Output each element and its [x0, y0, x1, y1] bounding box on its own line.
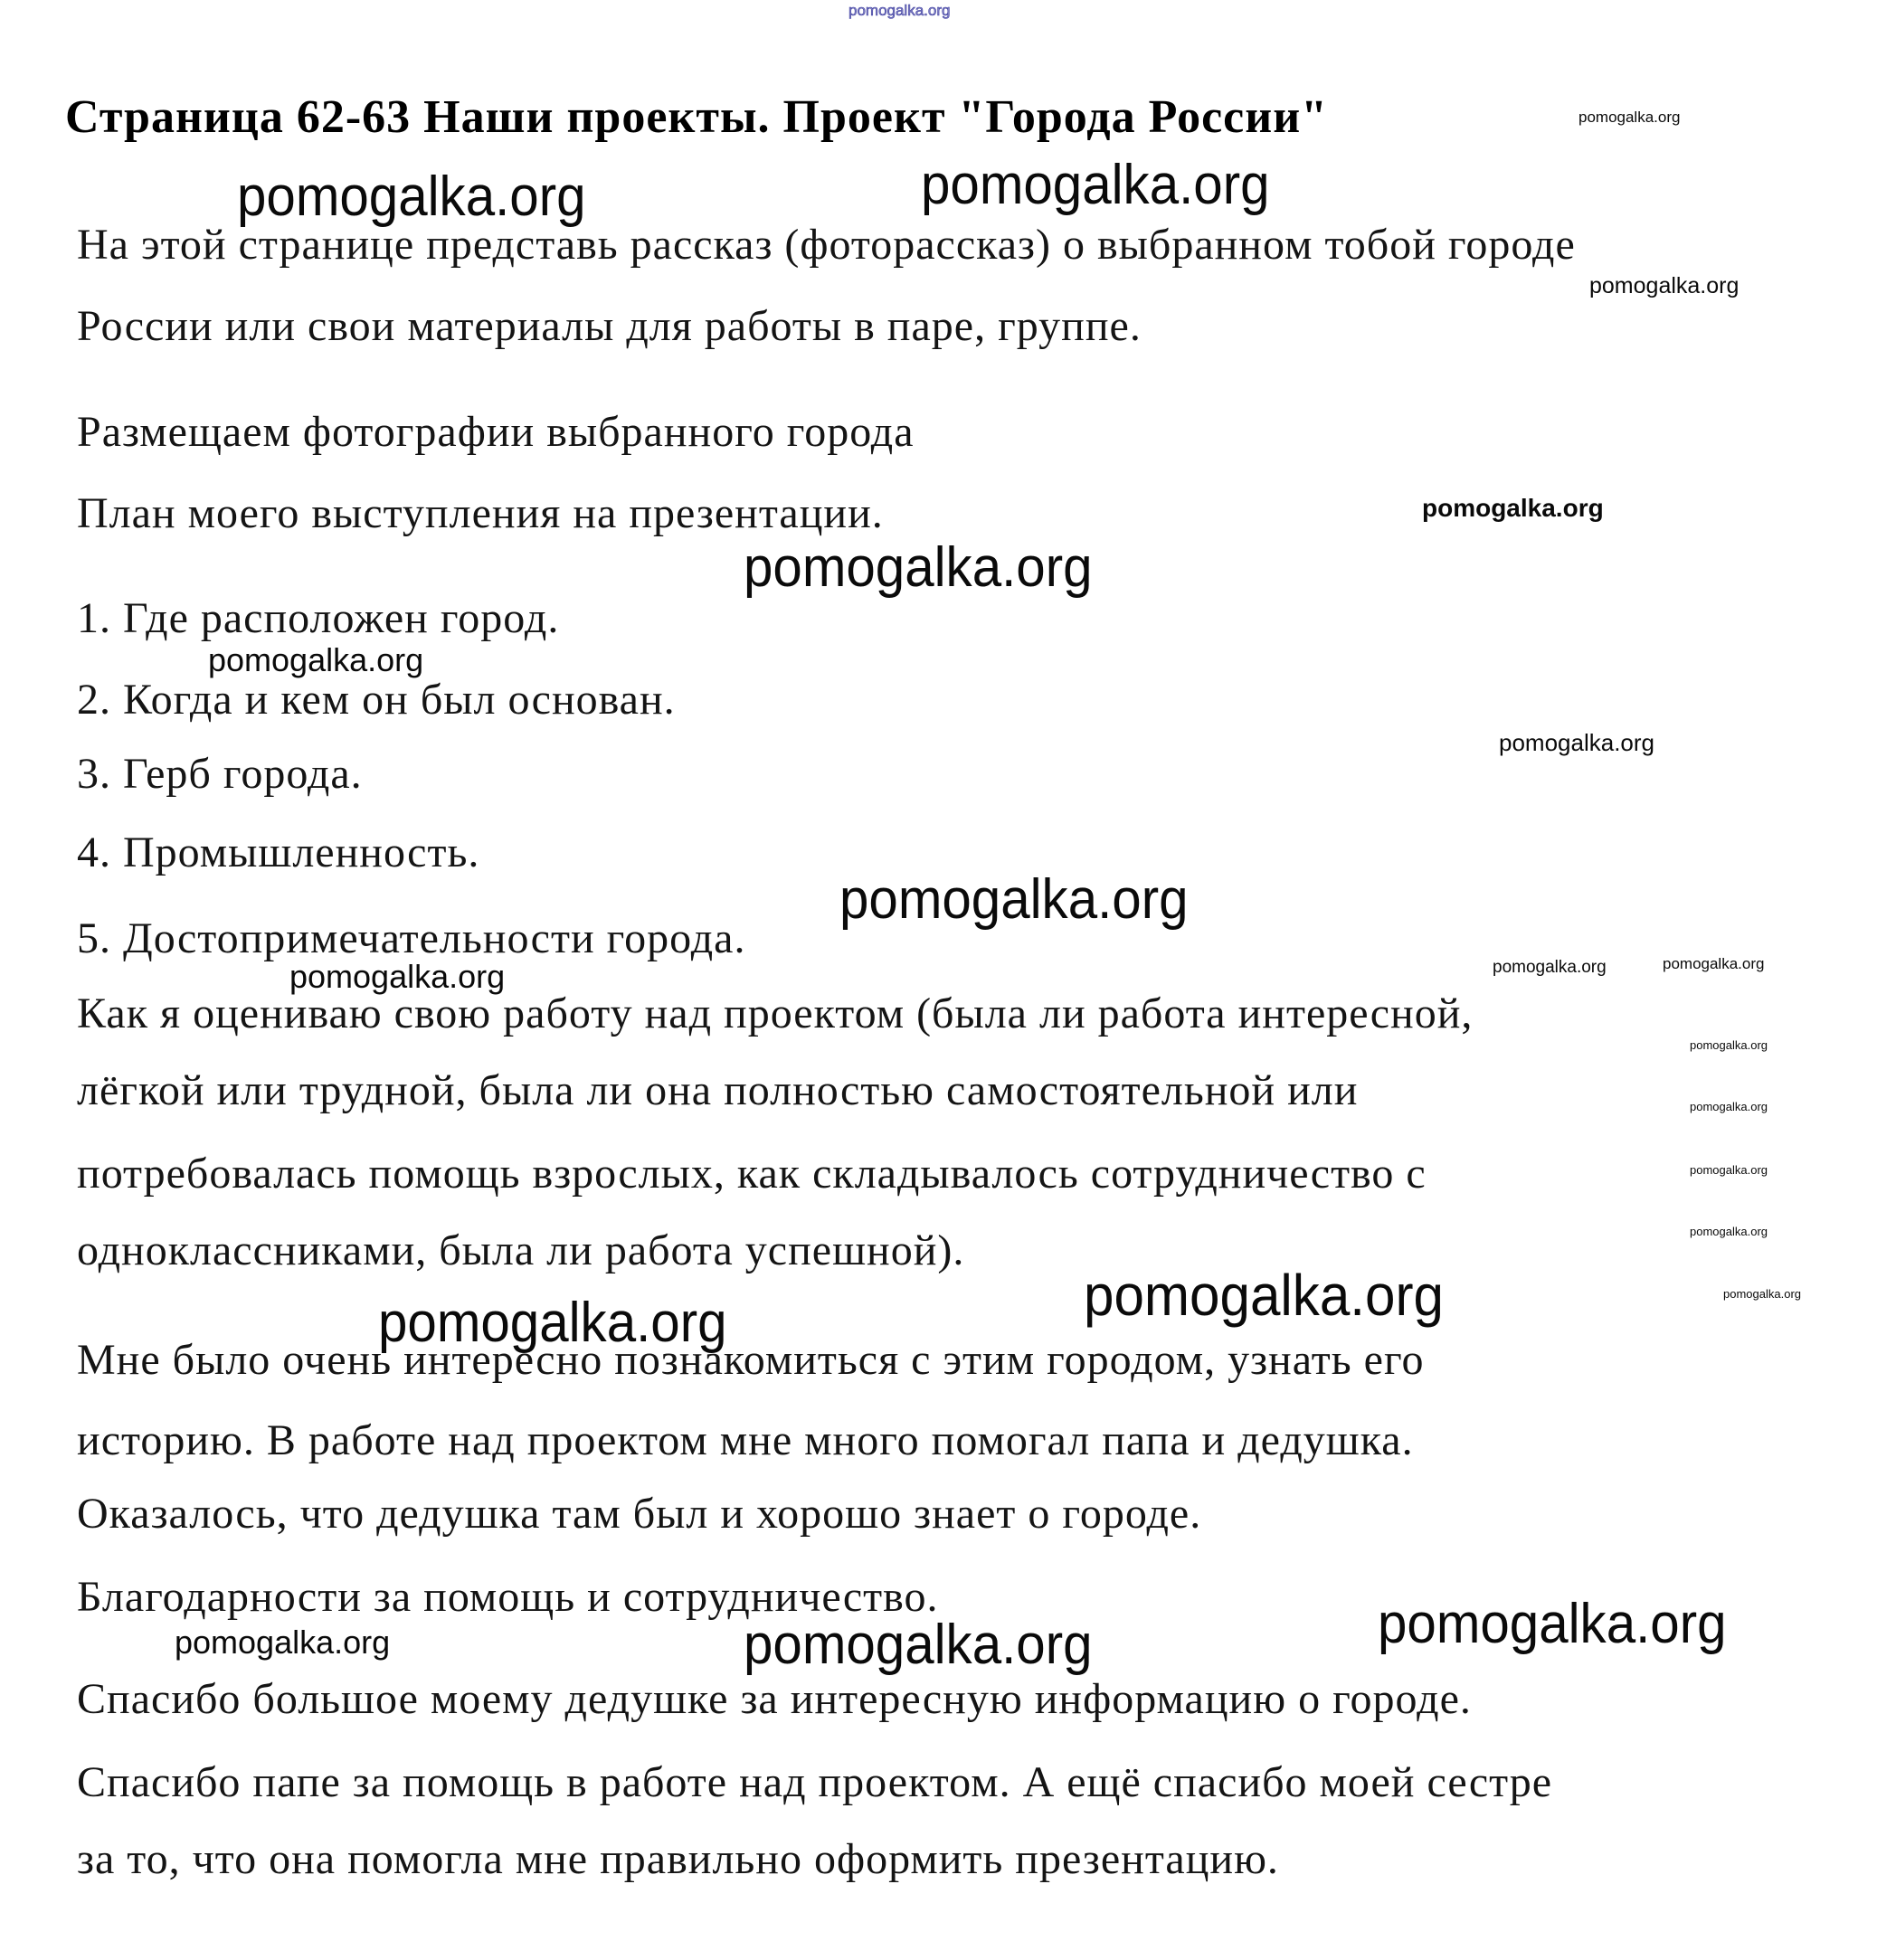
watermark: pomogalka.org [208, 641, 424, 678]
watermark: pomogalka.org [1422, 494, 1604, 522]
watermark: pomogalka.org [175, 1624, 391, 1661]
watermark: pomogalka.org [744, 536, 1093, 599]
watermark: pomogalka.org [237, 166, 586, 228]
evaluation-line-3: потребовалась помощь взрослых, как складывалось сотрудничество с [77, 1150, 1427, 1198]
intro-line-2: России или свои материалы для работы в паре, группе. [77, 302, 1142, 350]
evaluation-line-1: Как я оцениваю свою работу над проектом (была ли работа интересной, [77, 989, 1474, 1037]
plan-item-2: 2. Когда и кем он был основан. [77, 676, 676, 724]
watermark: pomogalka.org [1378, 1593, 1727, 1655]
watermark: pomogalka.org [1723, 1287, 1801, 1301]
watermark: pomogalka.org [1690, 1100, 1768, 1113]
reflection-line-1: Мне было очень интересно познакомиться с этим городом, узнать его [77, 1336, 1425, 1384]
watermark: pomogalka.org [1589, 273, 1740, 298]
gratitude-line-1: Спасибо большое моему дедушке за интересную информацию о городе. [77, 1675, 1472, 1723]
watermark: pomogalka.org [1663, 955, 1765, 972]
reflection-line-3: Оказалось, что дедушка там был и хорошо знает о городе. [77, 1490, 1202, 1538]
reflection-line-2: историю. В работе над проектом мне много помогал папа и дедушка. [77, 1416, 1414, 1464]
gratitude-line-3: за то, что она помогла мне правильно оформить презентацию. [77, 1835, 1279, 1883]
watermark: pomogalka.org [289, 958, 506, 995]
watermark: pomogalka.org [1690, 1225, 1768, 1238]
watermark: pomogalka.org [1499, 729, 1654, 756]
plan-heading: План моего выступления на презентации. [77, 489, 884, 537]
watermark: pomogalka.org [744, 1614, 1093, 1676]
intro-line-1: На этой странице представь рассказ (фоторассказ) о выбранном тобой городе [77, 221, 1576, 269]
watermark: pomogalka.org [839, 868, 1189, 931]
plan-item-3: 3. Герб города. [77, 750, 363, 798]
plan-item-5: 5. Достопримечательности города. [77, 914, 746, 962]
watermark: pomogalka.org [1690, 1038, 1768, 1052]
watermark: pomogalka.org [1690, 1163, 1768, 1177]
plan-item-4: 4. Промышленность. [77, 829, 480, 876]
plan-item-1: 1. Где расположен город. [77, 594, 560, 642]
watermark: pomogalka.org [1084, 1263, 1444, 1328]
watermark: pomogalka.org [921, 154, 1270, 216]
evaluation-line-4: одноклассниками, была ли работа успешной). [77, 1226, 965, 1274]
gratitude-line-2: Спасибо папе за помощь в работе над проектом. А ещё спасибо моей сестре [77, 1758, 1553, 1806]
watermark: pomogalka.org [378, 1292, 727, 1354]
watermark: pomogalka.org [1578, 109, 1681, 126]
thanks-heading: Благодарности за помощь и сотрудничество. [77, 1573, 939, 1621]
photos-caption: Размещаем фотографии выбранного города [77, 408, 915, 456]
evaluation-line-2: лёгкой или трудной, была ли она полностью самостоятельной или [77, 1066, 1359, 1114]
watermark-blue-top: pomogalka.org [848, 2, 951, 19]
page-title: Страница 62-63 Наши проекты. Проект "Города России" [65, 91, 1329, 143]
watermark: pomogalka.org [1493, 958, 1607, 977]
